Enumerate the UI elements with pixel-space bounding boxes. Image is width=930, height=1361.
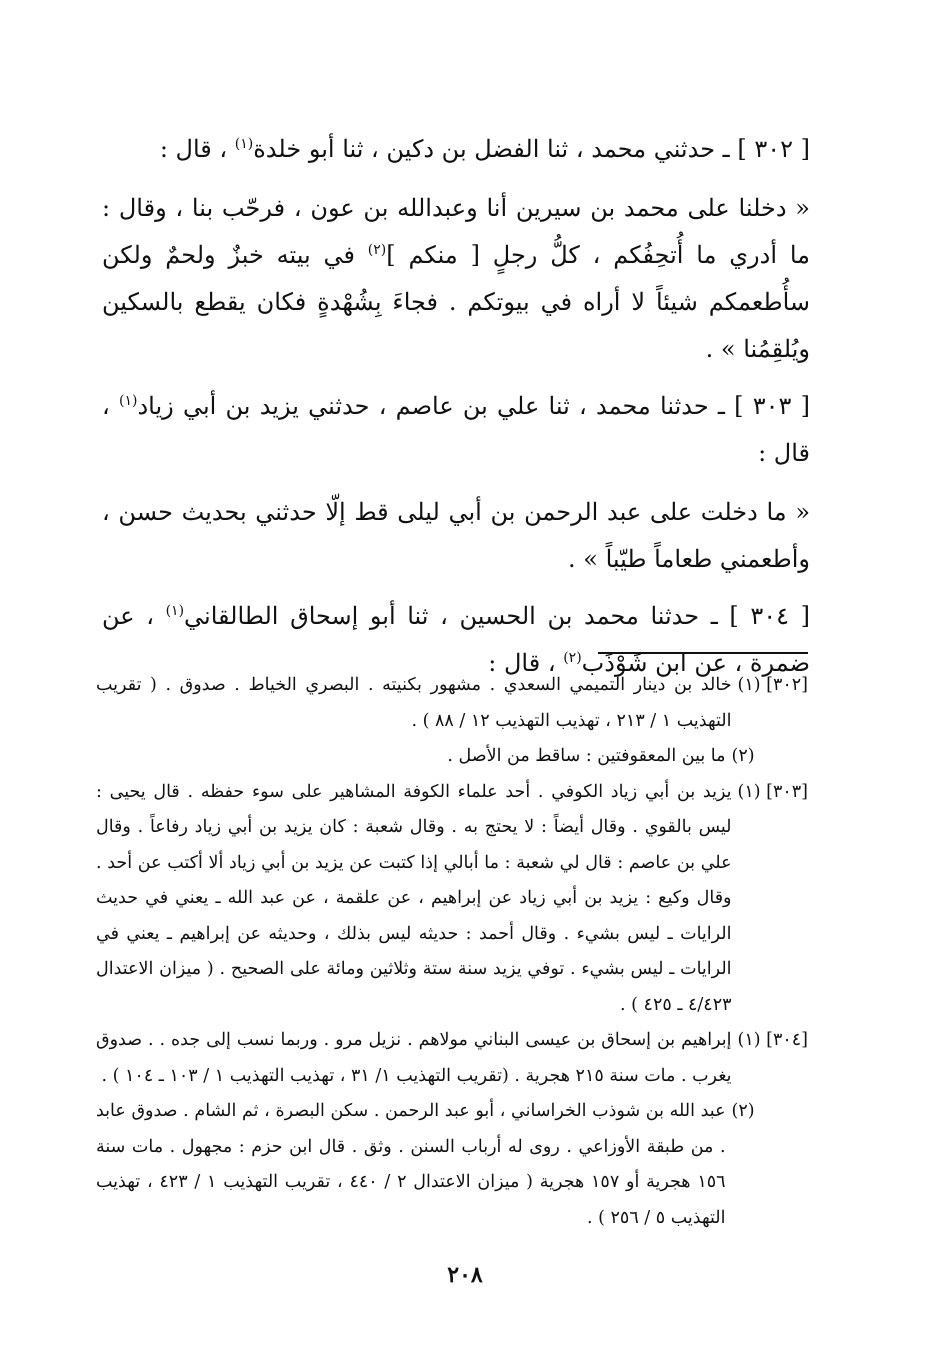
entry-303-text: [ ٣٠٣ ] ـ حدثنا محمد ، ثنا علي بن عاصم ، حدثني يزيد بن أبي زياد xyxy=(137,392,811,420)
footnote-text: ما بين المعقوفتين : ساقط من الأصل . xyxy=(447,746,726,766)
page-number: ٢٠٨ xyxy=(447,1262,483,1288)
footnote-text: عبد الله بن شوذب الخراساني ، أبو عبد الرحمن . سكن البصرة ، ثم الشام . صدوق عابد . من طبقة الأوزاعي . روى له أرباب السنن . وثق . قال ابن حزم : مجهول . مات سنة ١٥٦ هجرية أو ١٥٧ هجرية ( ميزان الاعتدال ٢ / ٤٤٠ ، تقريب التهذيب ١ / ٤٢٣ ، تهذيب التهذيب ٥ / ٢٥٦ ) . xyxy=(96,1101,726,1228)
entry-304-text-a: [ ٣٠٤ ] ـ حدثنا محمد بن الحسين ، ثنا أبو إسحاق الطالقاني xyxy=(184,602,810,630)
footnote-ref xyxy=(726,1094,808,1236)
footnote-ref: [٣٠٤] (١) xyxy=(737,1030,808,1050)
main-text xyxy=(102,126,810,687)
quote-302-text-b: في بيته خبزٌ ولحمٌ ولكن سأُطعمكم شيئاً لا أراه في بيوتكم . فجاءَ بِشُهْدةٍ فكان يقطع بالسكين ويُلقِمُنا » . xyxy=(102,241,810,363)
entry-303-quote: « ما دخلت على عبد الرحمن بن أبي ليلى قط إلّا حدثني بحديث حسن ، وأطعمني طعاماً طيّباً » . xyxy=(102,498,810,573)
footnote-marker: (٢) xyxy=(367,242,387,258)
footnote xyxy=(96,739,808,775)
footnote xyxy=(96,775,808,1024)
entry-304-text-b: ، عن ضمرة ، عن ابن شَوْذَب xyxy=(102,602,810,677)
footnote xyxy=(96,1023,808,1094)
footnote-ref-number: (٢) xyxy=(731,1101,755,1121)
footnote xyxy=(96,668,808,739)
entry-304-end: ، قال : xyxy=(488,649,564,677)
footnote-text: إبراهيم بن إسحاق بن عيسى البناني مولاهم . نزيل مرو . وربما نسب إلى جده . . صدوق يغرب . مات سنة ٢١٥ هجرية . (تقريب التهذيب ١/ ٣١ ، تهذيب التهذيب ١ / ١٠٣ ـ ١٠٤ ) . xyxy=(96,1030,732,1086)
entry-302-end: ، قال : xyxy=(159,135,235,163)
footnote-text: خالد بن دينار التميمي السعدي . مشهور بكنيته . البصري الخياط . صدوق . ( تقريب التهذيب ١ / ٢١٣ ، تهذيب التهذيب ١٢ / ٨٨ ) . xyxy=(96,675,732,731)
footnote-marker: (١) xyxy=(234,136,254,152)
footnote-ref-number: (٢) xyxy=(731,746,755,766)
footnote-marker: (١) xyxy=(118,393,138,409)
footnote-ref: [٣٠٣] (١) xyxy=(737,781,808,802)
footnote-marker: (١) xyxy=(165,603,185,619)
entry-302-quote xyxy=(102,185,810,373)
entry-302-text: [ ٣٠٢ ] ـ حدثني محمد ، ثنا الفضل بن دكين ، ثنا أبو خلدة xyxy=(253,135,810,163)
footnote-marker: (٢) xyxy=(563,650,582,666)
entry-302-intro xyxy=(102,126,810,173)
footnote-text: يزيد بن أبي زياد الكوفي . أحد علماء الكوفة المشاهير على سوء حفظه . قال يحيى : ليس بالقوي . وقال أيضاً : لا يحتج به . وقال شعبة : كان يزيد بن أبي زياد رفاعاً . وقال علي بن عاصم : قال لي شعبة : ما أبالي إذا كتبت عن يزيد بن أبي زياد ألا أكتب عن أحد . وقال وكيع : يزيد بن أبي زياد عن إبراهيم ، عن علقمة ، عن عبد الله ـ يعني في حديث الرايات ـ ليس بشيء . وقال أحمد : حديثه ليس بذلك ، وحديثه عن إبراهيم ـ يعني في الرايات ـ ليس بشيء . توفي يزيد سنة ستة وثلاثين ومائة على الصحيح . ( ميزان الاعتدال ٤/٤٢٣ ـ ٤٢٥ ) . xyxy=(96,781,732,1015)
quote-302-text-a: « دخلنا على محمد بن سيرين أنا وعبدالله بن عون ، فرحّب بنا ، وقال : ما أدري ما أُتحِفُكم ، كلُّ رجلٍ [ منكم ] xyxy=(102,194,811,269)
footnote-ref: [٣٠٢] (١) xyxy=(737,675,808,695)
footnote-separator xyxy=(598,652,808,654)
footnote xyxy=(96,1094,808,1236)
footnote-ref xyxy=(726,739,808,775)
footnotes xyxy=(96,668,808,1236)
entry-303-intro xyxy=(102,383,810,477)
entry-303-end: ، قال : xyxy=(102,392,810,467)
